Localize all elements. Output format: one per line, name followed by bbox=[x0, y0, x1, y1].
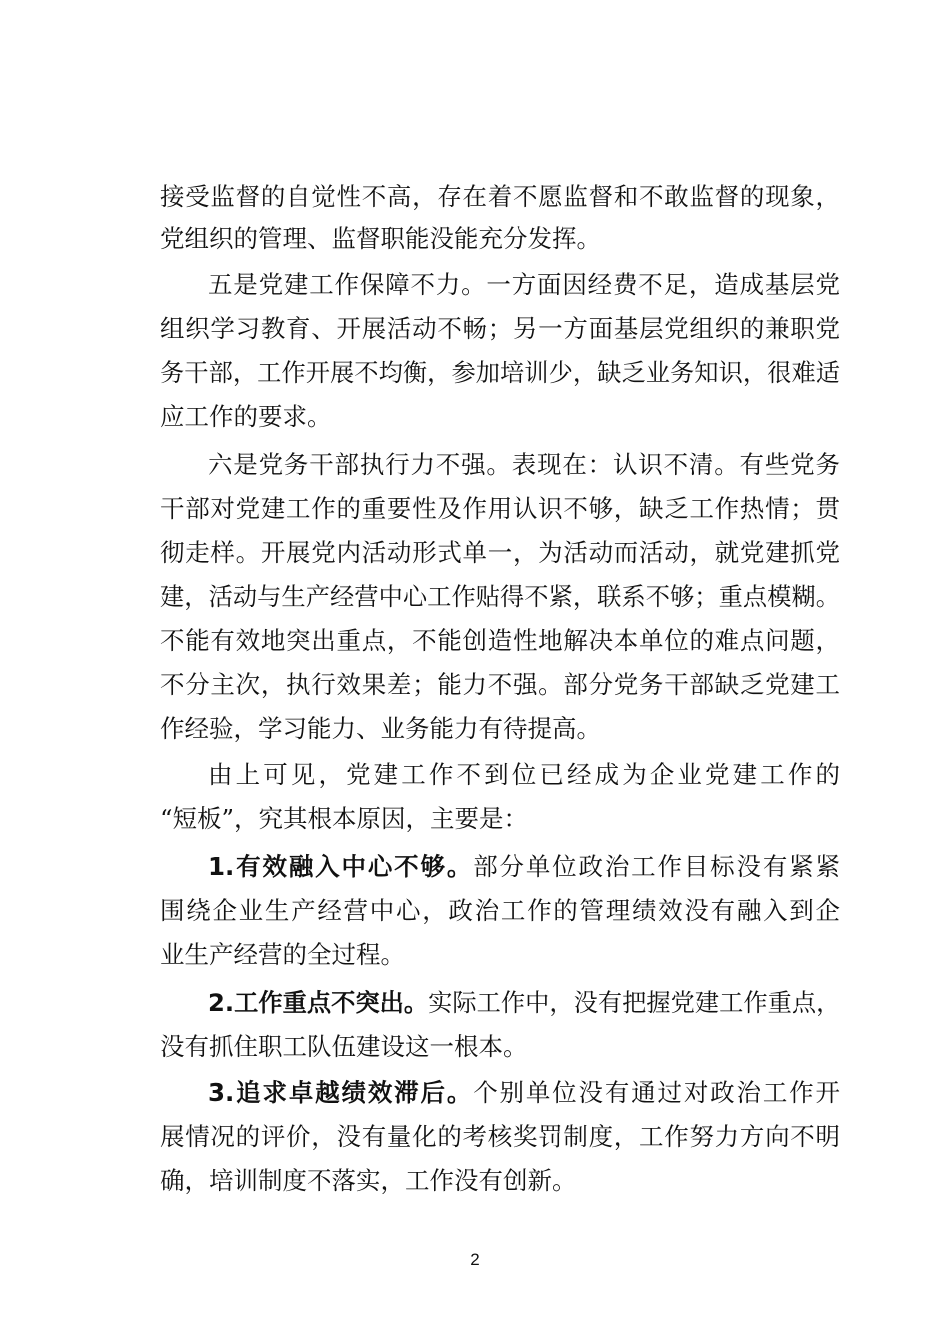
paragraph-line: 业生产经营的全过程。 bbox=[160, 940, 405, 969]
paragraph-line: 不分主次，执行效果差；能力不强。部分党务干部缺乏党建工 bbox=[160, 670, 840, 699]
paragraph-line: 确，培训制度不落实，工作没有创新。 bbox=[160, 1166, 577, 1195]
paragraph-line: 六是党务干部执行力不强。表现在：认识不清。有些党务 bbox=[208, 450, 840, 479]
paragraph-line: 展情况的评价，没有量化的考核奖罚制度，工作努力方向不明 bbox=[160, 1122, 840, 1151]
list-item-text: 实际工作中，没有把握党建工作重点， bbox=[428, 988, 841, 1017]
paragraph-line: 干部对党建工作的重要性及作用认识不够，缺乏工作热情；贯 bbox=[160, 494, 840, 523]
paragraph-line: 应工作的要求。 bbox=[160, 402, 332, 431]
paragraph-line: 不能有效地突出重点，不能创造性地解决本单位的难点问题， bbox=[160, 626, 840, 655]
paragraph-line: 围绕企业生产经营中心，政治工作的管理绩效没有融入到企 bbox=[160, 896, 840, 925]
paragraph-line: 彻走样。开展党内活动形式单一，为活动而活动，就党建抓党 bbox=[160, 538, 840, 567]
list-item-3 bbox=[208, 1070, 840, 1116]
list-item-2 bbox=[208, 980, 840, 1026]
paragraph-line: 五是党建工作保障不力。一方面因经费不足，造成基层党 bbox=[208, 270, 840, 299]
list-item-heading: 3.追求卓越绩效滞后。 bbox=[208, 1078, 474, 1107]
paragraph-line: 接受监督的自觉性不高，存在着不愿监督和不敢监督的现象， bbox=[160, 182, 840, 211]
paragraph-line: 没有抓住职工队伍建设这一根本。 bbox=[160, 1032, 528, 1061]
paragraph-line: 由上可见，党建工作不到位已经成为企业党建工作的 bbox=[208, 760, 840, 789]
list-item-text: 部分单位政治工作目标没有紧紧 bbox=[473, 852, 841, 881]
list-item-heading: 1.有效融入中心不够。 bbox=[208, 852, 474, 881]
paragraph-line: 务干部，工作开展不均衡，参加培训少，缺乏业务知识，很难适 bbox=[160, 358, 840, 387]
page-number: 2 bbox=[470, 1250, 480, 1269]
paragraph-line: 作经验，学习能力、业务能力有待提高。 bbox=[160, 714, 601, 743]
paragraph-line: 党组织的管理、监督职能没能充分发挥。 bbox=[160, 224, 601, 253]
list-item-text: 个别单位没有通过对政治工作开 bbox=[473, 1078, 841, 1107]
paragraph-line: “短板”，究其根本原因，主要是： bbox=[160, 804, 529, 833]
list-item-1 bbox=[208, 844, 840, 890]
paragraph-line: 建，活动与生产经营中心工作贴得不紧，联系不够；重点模糊。 bbox=[160, 582, 840, 611]
paragraph-line: 组织学习教育、开展活动不畅；另一方面基层党组织的兼职党 bbox=[160, 314, 840, 343]
list-item-heading: 2.工作重点不突出。 bbox=[208, 988, 429, 1017]
